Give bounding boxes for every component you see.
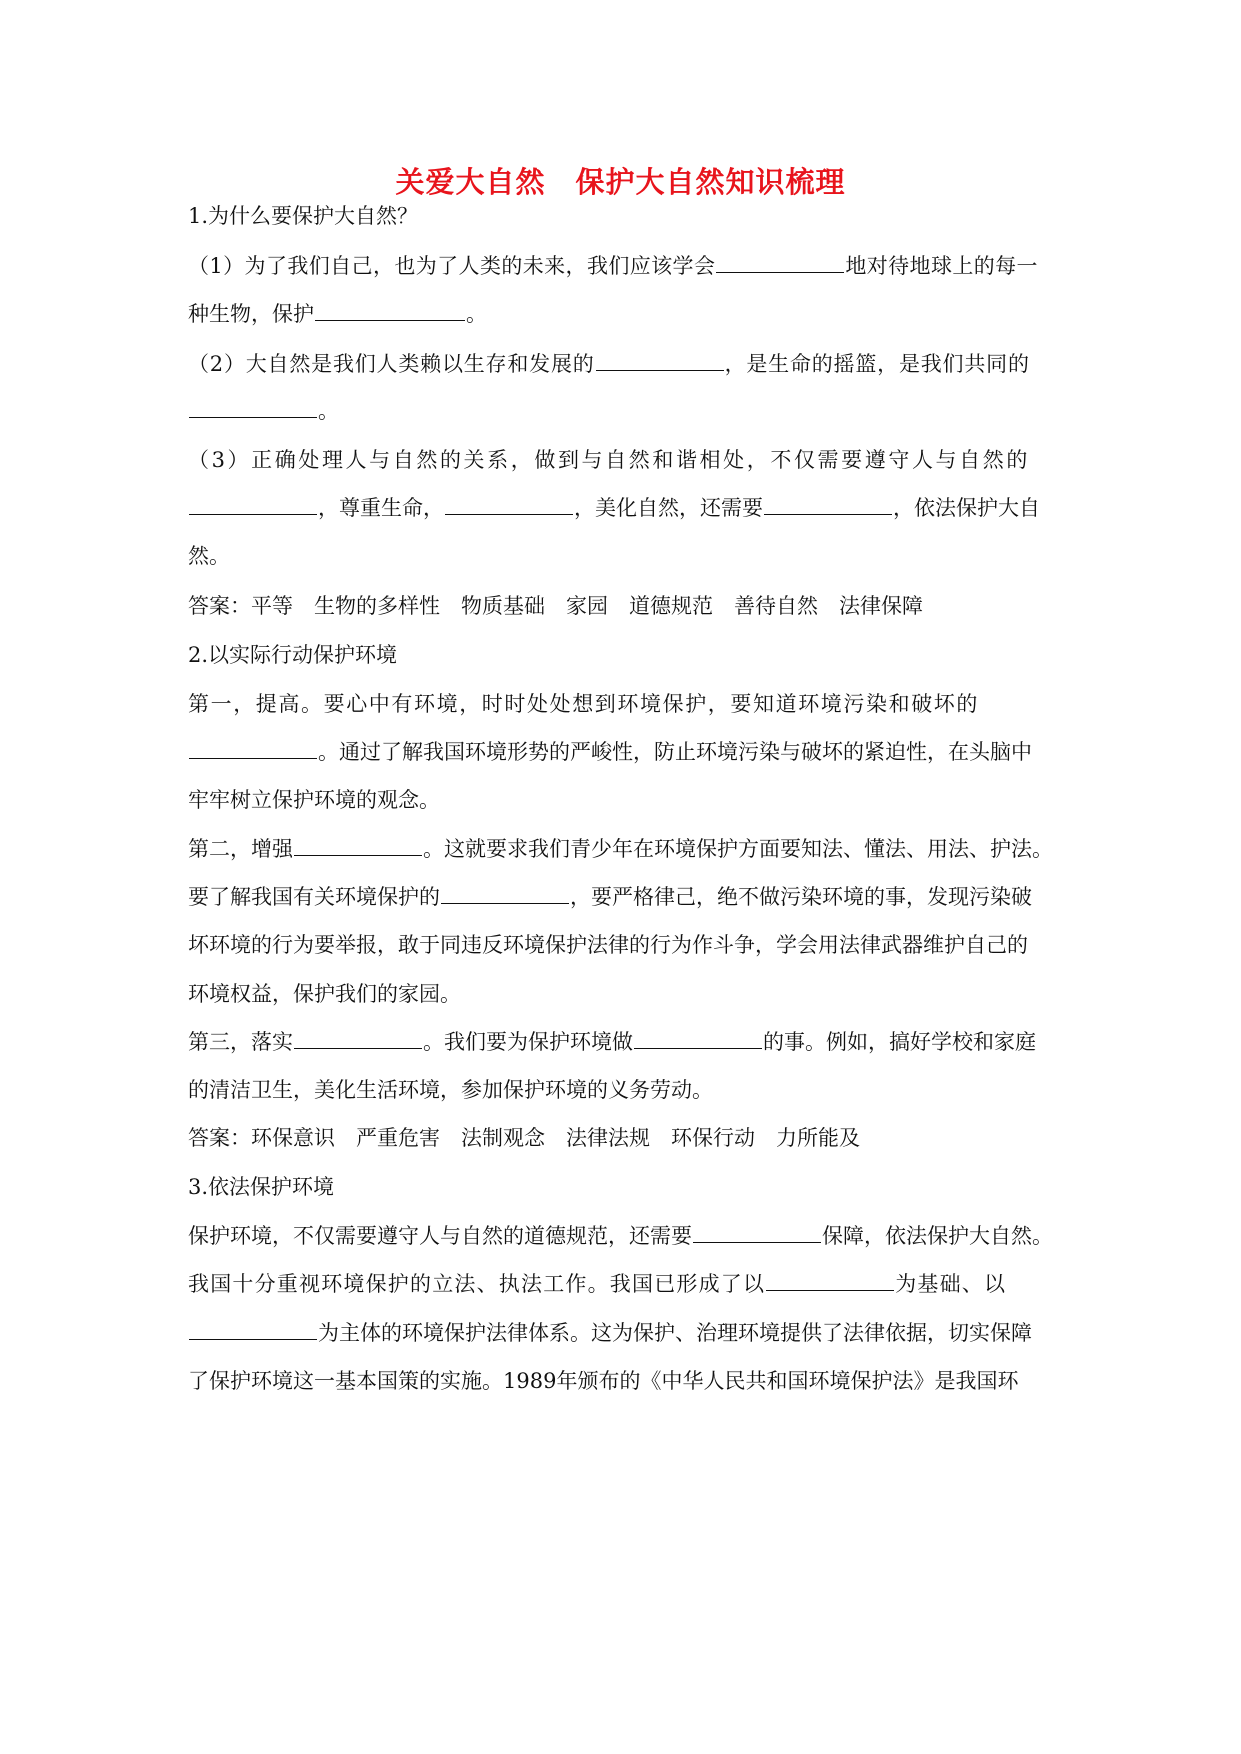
fill-blank: [315, 300, 465, 321]
section-3-heading: 3.依法保护环境: [188, 1175, 335, 1199]
section-2-paragraph-1-line-2: 。通过了解我国环境形势的严峻性，防止环境污染与破坏的紧迫性，在头脑中: [188, 737, 1032, 767]
section-3-paragraph-1-line-1: 保护环境，不仅需要遵守人与自然的道德规范，还需要 保障，依法保护大自然。: [188, 1224, 1053, 1248]
section-2-paragraph-2-line-2: 要了解我国有关环境保护的 ，要严格律己，绝不做污染环境的事，发现污染破: [188, 885, 1032, 909]
section-3-paragraph-1-line-4: 了保护环境这一基本国策的实施。1989年颁布的《中华人民共和国环境保护法》是我国环: [188, 1369, 1019, 1393]
fill-blank: [189, 494, 317, 515]
section-2-paragraph-3-line-2: 的清洁卫生，美化生活环境，参加保护环境的义务劳动。: [188, 1078, 713, 1102]
section-1-paragraph-2-line-1: （2）大自然是我们人类赖以生存和发展的 ，是生命的摇篮，是我们共同的: [188, 352, 1030, 376]
section-1-paragraph-1-line-1: （1）为了我们自己，也为了人类的未来，我们应该学会 地对待地球上的每一: [188, 254, 1038, 278]
section-2-paragraph-2-line-4: 环境权益，保护我们的家园。: [188, 982, 461, 1006]
section-2-answer: 答案：环保意识 严重危害 法制观念 法律法规 环保行动 力所能及: [188, 1126, 860, 1150]
fill-blank: [693, 1222, 821, 1243]
section-1-answer: 答案：平等 生物的多样性 物质基础 家园 道德规范 善待自然 法律保障: [188, 594, 923, 618]
fill-blank: [294, 835, 422, 856]
fill-blank: [766, 1270, 894, 1291]
section-1-paragraph-1-line-2: 种生物，保护 。: [188, 302, 487, 326]
fill-blank: [764, 494, 892, 515]
fill-blank: [189, 738, 317, 759]
section-1-heading: 1.为什么要保护大自然？: [188, 204, 419, 228]
section-2-paragraph-2-line-1: 第二，增强 。这就要求我们青少年在环境保护方面要知法、懂法、用法、护法。: [188, 837, 1053, 861]
fill-blank: [716, 252, 844, 273]
section-2-heading: 2.以实际行动保护环境: [188, 643, 398, 667]
section-1-paragraph-3-line-1: （3）正确处理人与自然的关系，做到与自然和谐相处，不仅需要遵守人与自然的: [188, 448, 1030, 472]
fill-blank: [294, 1028, 422, 1049]
section-3-paragraph-1-line-3: 为主体的环境保护法律体系。这为保护、治理环境提供了法律依据，切实保障: [188, 1318, 1032, 1348]
section-2-paragraph-2-line-3: 坏环境的行为要举报，敢于同违反环境保护法律的行为作斗争，学会用法律武器维护自己的: [188, 933, 1028, 957]
section-2-paragraph-3-line-1: 第三，落实 。我们要为保护环境做 的事。例如，搞好学校和家庭: [188, 1030, 1036, 1054]
fill-blank: [189, 1319, 317, 1340]
section-1-paragraph-3-line-2: ，尊重生命， ，美化自然，还需要 ，依法保护大自: [188, 493, 1040, 523]
section-2-paragraph-1-line-3: 牢牢树立保护环境的观念。: [188, 788, 440, 812]
fill-blank: [634, 1028, 762, 1049]
fill-blank: [189, 397, 317, 418]
fill-blank: [441, 883, 569, 904]
fill-blank: [596, 350, 724, 371]
document-title: 关爱大自然 保护大自然知识梳理: [395, 165, 846, 199]
fill-blank: [445, 494, 573, 515]
section-1-paragraph-2-line-2: 。: [188, 396, 339, 426]
section-1-paragraph-3-line-3: 然。: [188, 544, 230, 568]
section-3-paragraph-1-line-2: 我国十分重视环境保护的立法、执法工作。我国已形成了以 为基础、以: [188, 1272, 1007, 1296]
section-2-paragraph-1-line-1: 第一，提高。要心中有环境，时时处处想到环境保护，要知道环境污染和破坏的: [188, 692, 979, 716]
